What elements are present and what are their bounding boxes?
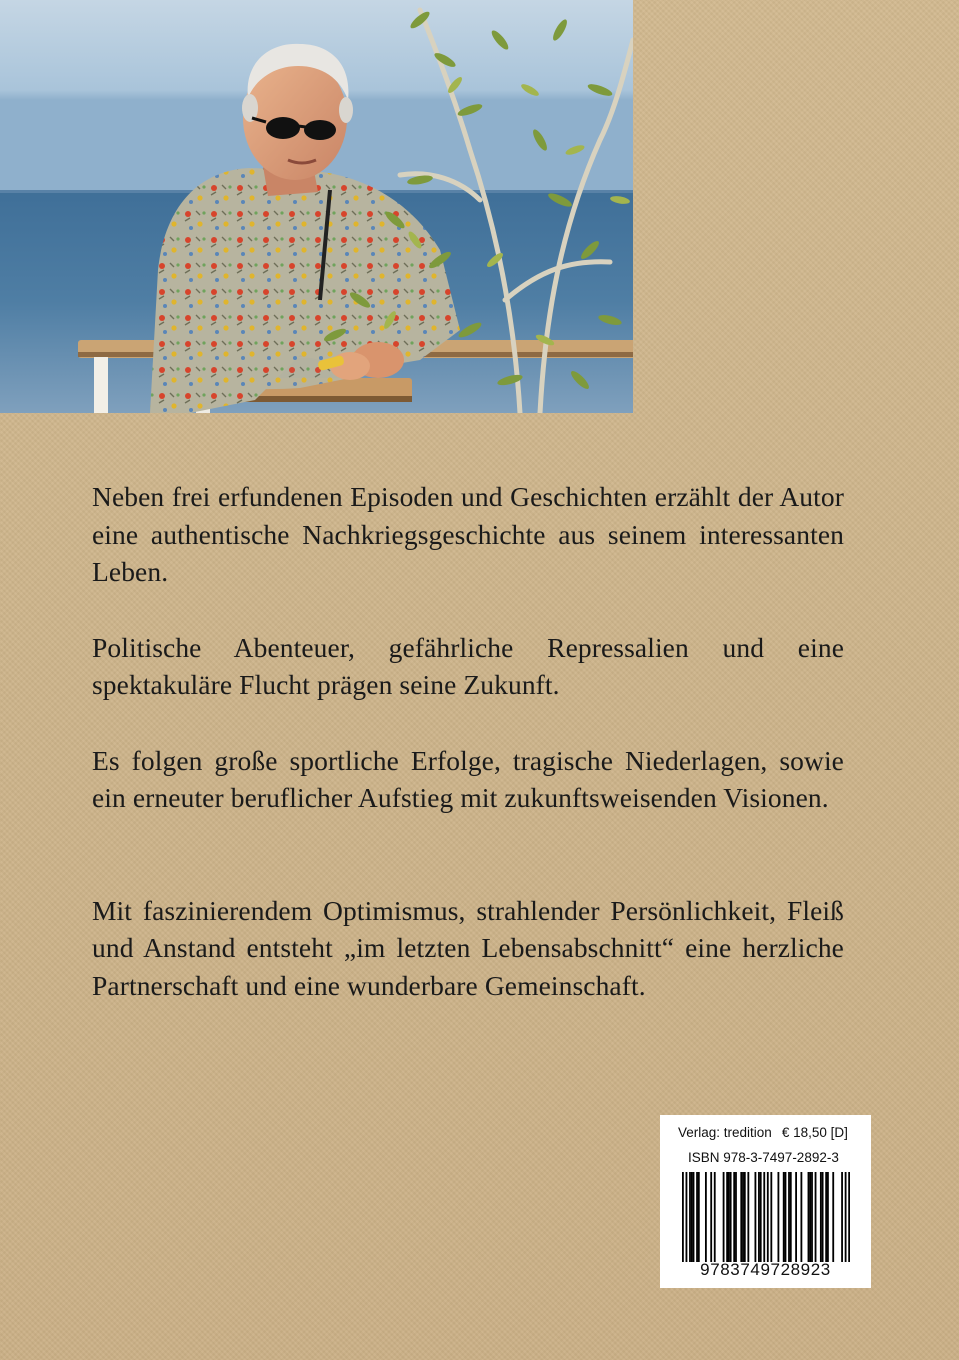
- barcode-bar: [825, 1172, 827, 1262]
- barcode-bar: [809, 1172, 811, 1262]
- ean-number: 9783749728923: [700, 1260, 831, 1279]
- barcode-bar: [740, 1172, 742, 1262]
- blurb-paragraph-1: Neben frei erfundenen Episoden und Geschichten erzählt der Autor eine authentische Nachkriegsgeschichte aus seinem interessanten Leben.: [92, 481, 844, 587]
- barcode-bar: [815, 1172, 817, 1262]
- barcode-bar: [832, 1172, 834, 1262]
- barcode-bar: [686, 1172, 688, 1262]
- barcode-bar: [790, 1172, 792, 1262]
- blurb-paragraph-3: Es folgen große sportliche Erfolge, tragische Niederlagen, sowie ein erneuter beruflicher Aufstieg mit zukunftsweisenden Visionen.: [92, 744, 844, 813]
- barcode-bar: [682, 1172, 684, 1262]
- barcode-bar: [811, 1172, 813, 1262]
- blurb-text: [92, 478, 844, 1004]
- barcode-bar: [763, 1172, 765, 1262]
- barcode-bar: [767, 1172, 769, 1262]
- barcode-bar: [747, 1172, 749, 1262]
- barcode-bar: [800, 1172, 802, 1262]
- isbn-label: ISBN 978-3-7497-2892-3: [688, 1150, 839, 1165]
- barcode-bar: [770, 1172, 772, 1262]
- barcode-bar: [841, 1172, 843, 1262]
- barcode-bar: [848, 1172, 850, 1262]
- barcode-bars: [682, 1172, 850, 1262]
- barcode-bar: [783, 1172, 785, 1262]
- barcode-bar: [820, 1172, 822, 1262]
- barcode-bar: [795, 1172, 797, 1262]
- barcode-bar: [758, 1172, 760, 1262]
- barcode-bar: [714, 1172, 716, 1262]
- barcode-bar: [696, 1172, 698, 1262]
- barcode-bar: [705, 1172, 707, 1262]
- barcode-bar: [755, 1172, 757, 1262]
- barcode-bar: [827, 1172, 829, 1262]
- barcode-bar: [726, 1172, 728, 1262]
- barcode-bar: [808, 1172, 810, 1262]
- publisher-price-line: [678, 1125, 848, 1140]
- barcode-bar: [728, 1172, 730, 1262]
- barcode-bar: [788, 1172, 790, 1262]
- barcode-bar: [742, 1172, 744, 1262]
- barcode-bar: [691, 1172, 693, 1262]
- publisher-label: Verlag: tredition: [678, 1125, 772, 1140]
- blurb-paragraph-4: Mit faszinierendem Optimismus, strahlender Persönlichkeit, Fleiß und Anstand entsteht „im letzten Lebensabschnitt“ eine herzliche Partnerschaft und eine wunderbare Gemeinschaft.: [92, 894, 844, 1001]
- barcode-bar: [689, 1172, 691, 1262]
- blurb-paragraph-2: Politische Abenteuer, gefährliche Repressalien und eine spektakuläre Flucht prägen seine Zukunft.: [92, 631, 844, 700]
- barcode-bar: [730, 1172, 732, 1262]
- price-label: € 18,50 [D]: [781, 1125, 848, 1140]
- barcode-bar: [845, 1172, 847, 1262]
- author-photo: [0, 0, 633, 413]
- barcode-bar: [735, 1172, 737, 1262]
- barcode-bar: [723, 1172, 725, 1262]
- barcode-bar: [693, 1172, 695, 1262]
- barcode-bar: [733, 1172, 735, 1262]
- barcode-box: [660, 1115, 871, 1288]
- barcode-bar: [698, 1172, 700, 1262]
- barcode-bar: [785, 1172, 787, 1262]
- barcode-bar: [710, 1172, 712, 1262]
- barcode-bar: [760, 1172, 762, 1262]
- barcode-bar: [744, 1172, 746, 1262]
- barcode-bar: [822, 1172, 824, 1262]
- barcode-bar: [777, 1172, 779, 1262]
